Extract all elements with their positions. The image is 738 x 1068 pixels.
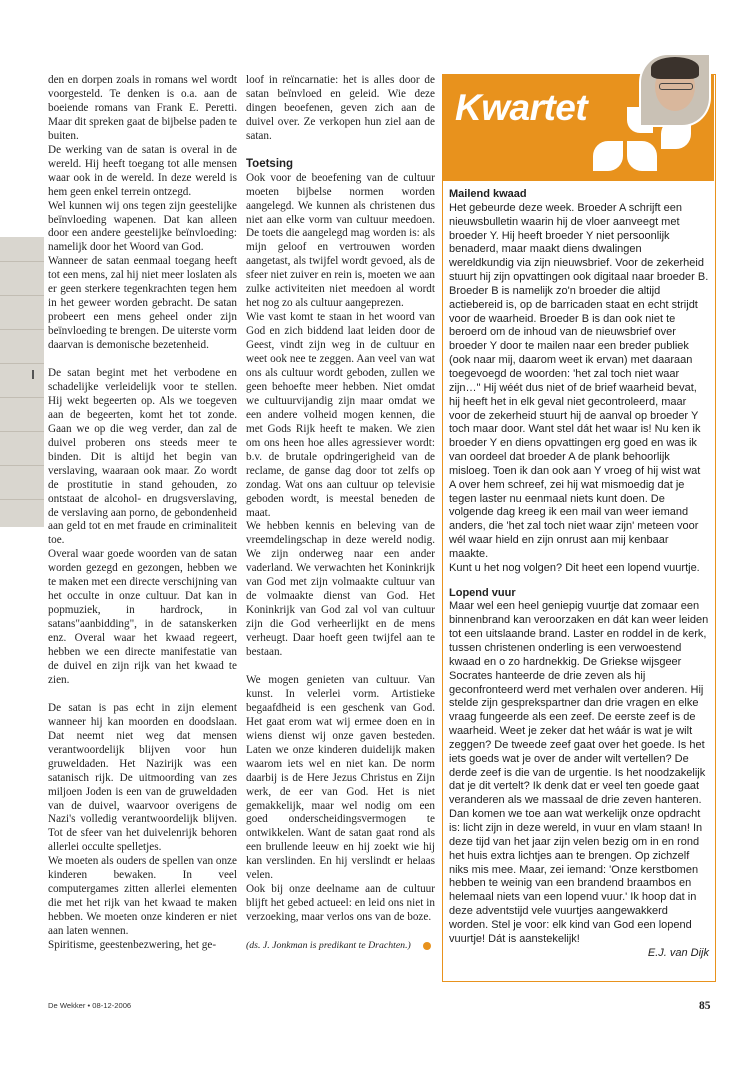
section-heading-lopend-vuur: Lopend vuur — [449, 586, 516, 599]
col2-paragraph: Ook bij onze deelname aan de cultuur blijft het gebed actueel: en leid ons niet in verzoeking, maar verlos ons van de boze. — [246, 883, 435, 924]
article-column-2 — [246, 74, 435, 953]
col2-paragraph: Ook voor de beoefening van de cultuur moeten bijbelse normen worden aangelegd. We kunnen als christenen dus niet aan elke vorm van cultuur meedoen. De toets die aangelegd mag worden is: als mijn geloof en vertrouwen worden aangetast, als twijfel wordt gevoed, als de sfeer niet zuiver en rein is, moeten we aan zulke activiteiten niet meedoen al wordt het nog zo als cultuur aangeprezen. — [246, 171, 435, 310]
col2-paragraph: Wie vast komt te staan in het woord van God en zich biddend laat leiden door de Geest, vindt zijn weg in de cultuur en weet ook nee te zeggen. Aan veel van wat ons als cultuur wordt geboden, zullen we geen behoefte meer hebben. Niet omdat we cultuurvijandig zijn maar omdat we een andere volheid mogen kennen, die met Gods Rijk heeft te maken. We zien om ons heen hoe alles agressiever wordt: b.v. de brutale opdringerigheid van de reclame, de ganse dag door tot zelfs op zondag. Wat ons aan cultuur op televisie geboden wordt, is meestal beneden de maat. — [246, 311, 435, 519]
col2-paragraph: We hebben kennis en beleving van de vreemdelingschap in deze wereld nodig. We zijn onderweg naar een ander vaderland. We verwachten het Koninkrijk van God met zijn volmaakte cultuur van de volmaakte dienst van God. Het Koninkrijk van God zal vol van cultuur zijn die God verheerlijkt en de mens verheugt. Daar hoeft geen twijfel aan te bestaan. — [246, 520, 435, 659]
col1-paragraph: Wanneer de satan eenmaal toegang heeft tot een mens, zal hij niet meer loslaten als er geen sterkere tegenkrachten tegen hem in het geweer worden gebracht. De satan probeert een mens geheel onder zijn beïnvloeding te brengen. De uiterste vorm daarvan is demonische bezetenheid. — [48, 255, 237, 352]
col1-paragraph: Spiritisme, geestenbezwering, het ge- — [48, 939, 217, 952]
col1-paragraph: We moeten als ouders de spellen van onze kinderen bewaken. In veel computergames zitten allerlei elementen die met het rijk van het kwaad te maken hebben. We moeten onze kinderen er niet aan laten wennen. — [48, 855, 237, 938]
page-number: 85 — [699, 1000, 711, 1012]
kwartet-banner — [443, 75, 714, 181]
end-mark-icon — [423, 942, 431, 950]
article-column-1 — [48, 74, 237, 953]
kwartet-sidebar — [442, 74, 716, 982]
col1-paragraph: De satan begint met het verbodene en schadelijke verleidelijk voor te stellen. Hij wekt begeerten op. Als we toegeven aan de begeerten, komt het tot zonde. Gaan we op die weg verder, dan zal de duivel proberen ons steeds meer te binden. Dit is altijd het begin van verslaving, waaraan ook maar. Zo wordt de prostitutie in stand gehouden, zo ontstaat de alcohol- en drugsverslaving, de verslaving aan porno, de gebondenheid aan geld tot en met fraude en criminaliteit toe. — [48, 367, 237, 547]
sidebar-paragraph: Het gebeurde deze week. Broeder A schrijft een nieuwsbulletin waarin hij de vloer aanveegt met broeder Y. Hij heeft broeder Y niet persoonlijk benaderd, maar maakt diens dwalingen wereldkundig via zijn nieuwsbrief. Voor de zekerheid stuurt hij zijn opvattingen ook digitaal naar broeder B. Broeder B is namelijk zo'n broeder die altijd actiebereid is, op de barricaden staat en echt strijdt voor de waarheid. Broeder B is dan ook niet te beroerd om de inhoud van de nieuwsbrief over broeder Y door te mailen naar een breder publiek (ook naar mij, daarom weet ik ervan) met daaraan toegevoegd de woorden: 'het zal toch niet waar zijn…" Hij wéét dus niet of de brief waarheid bevat, hij heeft het in elk geval niet gecontroleerd, maar voor de zekerheid stuurt hij de aanval op broeder Y toch maar door. Want stel dát het waar is! Nu ken ik broeder Y en diens opvattingen erg goed en was ik van oordeel dat broeder A de plank behoorlijk misloeg. Toen ik dan ook aan Y vroeg of hij wist wat A over hem schreef, zei hij wat mismoedig dat je tegen laster nu eenmaal niets kunt doen. De volgende dag kreeg ik een mail van weer iemand anders, die 'het zal toch niet waar zijn' meteen voor wél waar hield en zijn onrust aan mij kenbaar maakte. — [449, 201, 709, 560]
sidebar-paragraph: Kunt u het nog volgen? Dit heet een lopend vuurtje. — [449, 561, 700, 574]
author-credit-text: (ds. J. Jonkman is predikant te Drachten.) — [246, 940, 411, 952]
clover-petal-icon — [627, 141, 657, 171]
sidebar-signature: E.J. van Dijk — [647, 946, 709, 959]
author-credit — [246, 939, 435, 953]
sidebar-paragraph: Maar wel een heel geniepig vuurtje dat zomaar een binnenbrand kan veroorzaken en dát kan weer leiden tot een uitslaande brand. Laster en roddel in de kerk, tussen christenen onderling is een verwoestend kwaad en o zo hardnekkig. De Griekse wijsgeer Socrates hanteerde de drie zeven als hij geconfronteerd werd met verhalen over anderen. Hij stelde zijn gesprekspartner dan drie vragen en elke vraag fungeerde als een zeef. De eerste zeef is de waarheid. Weet je zeker dat het wáár is wat je wilt zeggen? De tweede zeef gaat over het goede. Is het iets goeds wat je over de ander wilt vertellen? De derde zeef is die van de urgentie. Is het noodzakelijk dat je dit vertelt? Ik denk dat er veel ten goede gaat veranderen als we massaal de drie zeven hanteren. Dan komen we toe aan wat werkelijk onze opdracht is: licht zijn in deze wereld, in vuur en vlam staan! In deze tijd van het jaar zijn velen bezig om in en rond het huis extra lichtjes aan te brengen. Op zichzelf niks mis mee. Maar, zei iemand: 'Onze kerstbomen hebben te weinig van een brandend braambos en helemaal niets van een lopend vuur.' Ik hoop dat in deze adventstijd vele vuurtjes aangewakkerd worden. Stel je voor: elk kind van God een lopend vuurtje! Dát is aanstekelijk! — [449, 600, 709, 945]
col1-paragraph: Overal waar goede woorden van de satan worden gezegd en gezongen, hebben we te maken met een directe verschijning van het occulte in onze cultuur. Dat kan in popmuziek, in hardrock, in satans"aanbidding", in de satanskerken enz. Overal waar het kwaad regeert, hebben we een directe manifestatie van de duivel en zijn rijk van het kwaad te zien. — [48, 548, 237, 686]
col1-paragraph: den en dorpen zoals in romans wel wordt voorgesteld. Te denken is o.a. aan de boeiende romans van Frank E. Peretti. Maar dit spreken gaat de bijbelse paden te buiten. — [48, 74, 237, 142]
section-heading-toetsing: Toetsing — [246, 157, 294, 170]
col1-paragraph: De satan is pas echt in zijn element wanneer hij kan moorden en doodslaan. Dat neemt niet weg dat mensen verantwoordelijk blijven voor hun gruweldaden. Het Nazirijk was een satanisch rijk. De uitmoording van zes miljoen Joden is een van de gruweldaden van de duivel, waarvoor overigens de Nazi's volledig verantwoordelijk blijven. Tot de sfeer van het duivelenrijk behoren allerlei occulte spelletjes. — [48, 701, 237, 854]
author-portrait — [639, 53, 711, 127]
section-heading-mailend-kwaad: Mailend kwaad — [449, 188, 527, 200]
col1-paragraph: De werking van de satan is overal in de wereld. Hij heeft toegang tot alle mensen waar ook in de wereld. In deze wereld is hem geen enkel terrein ontzegd. — [48, 143, 237, 198]
kwartet-text — [449, 188, 709, 960]
footer-publication: De Wekker • 08-12-2006 — [48, 1001, 132, 1010]
col2-paragraph: We mogen genieten van cultuur. Van kunst. In velerlei vorm. Artistieke begaafdheid is een geschenk van God. Het gaat erom wat wij ermee doen en in wiens dienst wij onze gaven besteden. Laten we onze kinderen duidelijk maken waarom iets wel en niet kan. De norm daarbij is de Here Jezus Christus en Zijn werk, de eer van God. Het is niet gemakkelijk, maar wel nodig om een goed onderscheidingsvermogen te ontwikkelen. Want de satan gaat rond als een brullende leeuw en hij zoekt wie hij kan verslinden. En hij verslindt er helaas velen. — [246, 673, 435, 882]
kwartet-title: Kwartet — [455, 87, 588, 128]
col1-paragraph: Wel kunnen wij ons tegen zijn geestelijke beïnvloeding wapenen. Dat kan alleen door een andere geestelijke beïnvloeding: namelijk door het Woord van God. — [48, 199, 237, 254]
col2-paragraph: loof in reïncarnatie: het is alles door de satan beïnvloed en geleid. Wie deze dingen beoefenen, geven zich aan de duivel over. Ze verkopen hun ziel aan de satan. — [246, 74, 435, 142]
wall-photo-strip — [0, 237, 44, 527]
clover-petal-icon — [593, 141, 623, 171]
